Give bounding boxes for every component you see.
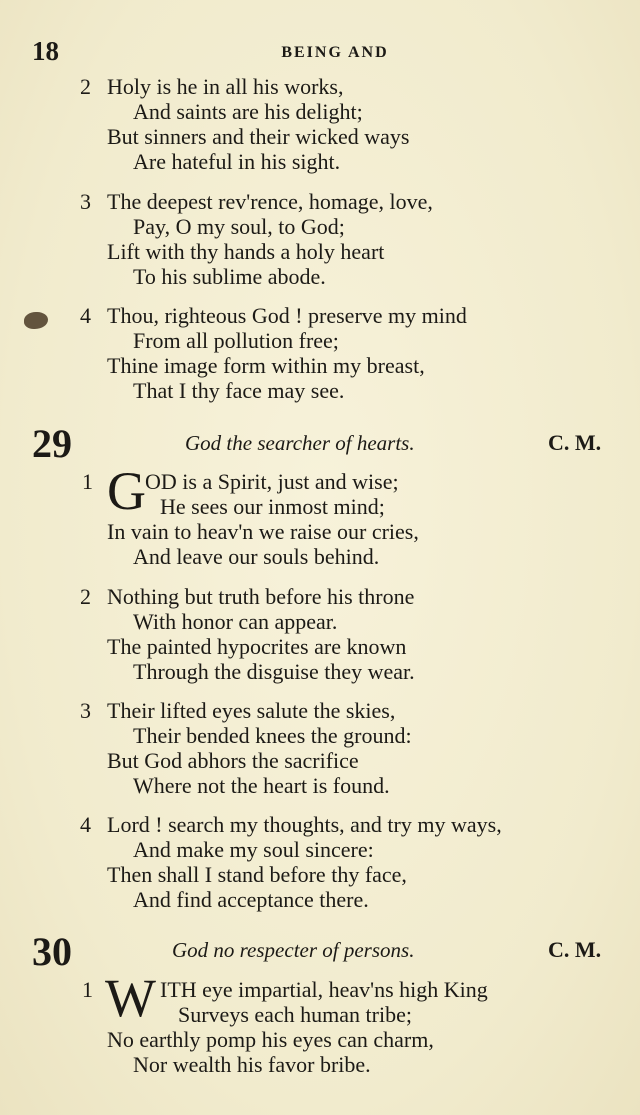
verse-line: The painted hypocrites are known: [107, 634, 407, 659]
verse-line: Holy is he in all his works,: [107, 74, 344, 99]
drop-cap: G: [107, 461, 146, 521]
verse-line: In vain to heav'n we raise our cries,: [107, 519, 419, 544]
verse-line: From all pollution free;: [133, 328, 339, 353]
verse-line: Nor wealth his favor bribe.: [133, 1052, 371, 1077]
verse-line: And find acceptance there.: [133, 887, 369, 912]
verse-line: And saints are his delight;: [133, 99, 363, 124]
verse-number: 1: [82, 977, 93, 1002]
verse-line: No earthly pomp his eyes can charm,: [107, 1027, 434, 1052]
verse-line: ITH eye impartial, heav'ns high King: [160, 977, 488, 1002]
hymn-title: God the searcher of hearts.: [185, 431, 415, 455]
hymn-number: 30: [32, 929, 72, 974]
verse-line: To his sublime abode.: [133, 264, 326, 289]
verse-line: And leave our souls behind.: [133, 544, 380, 569]
verse-number: 2: [80, 584, 91, 609]
verse-line: Where not the heart is found.: [133, 773, 390, 798]
verse-line: Then shall I stand before thy face,: [107, 862, 407, 887]
verse-number: 1: [82, 469, 93, 494]
hymn-meter: C. M.: [548, 937, 602, 962]
verse-line: Thine image form within my breast,: [107, 353, 425, 378]
verse-number: 4: [80, 303, 91, 328]
verse-line: Lord ! search my thoughts, and try my ways,: [107, 812, 502, 837]
verse-line: Pay, O my soul, to God;: [133, 214, 345, 239]
verse-line: Nothing but truth before his throne: [107, 584, 415, 609]
verse-number: 3: [80, 698, 91, 723]
verse-line: Their lifted eyes salute the skies,: [107, 698, 396, 723]
ink-blot: [24, 312, 48, 329]
verse-number: 4: [80, 812, 91, 837]
verse-line: Their bended knees the ground:: [133, 723, 412, 748]
verse-line: Lift with thy hands a holy heart: [107, 239, 385, 264]
verse-line: But God abhors the sacrifice: [107, 748, 359, 773]
hymn-meter: C. M.: [548, 430, 602, 455]
verse-line: Surveys each human tribe;: [178, 1002, 412, 1027]
running-head: BEING AND: [281, 44, 389, 61]
verse-line: But sinners and their wicked ways: [107, 124, 410, 149]
verse-line: That I thy face may see.: [133, 378, 345, 403]
verse-number: 3: [80, 189, 91, 214]
verse-line: He sees our inmost mind;: [160, 494, 385, 519]
page-number: 18: [32, 36, 59, 66]
verse-line: Are hateful in his sight.: [133, 149, 341, 174]
hymn-title: God no respecter of persons.: [172, 938, 415, 962]
drop-cap: W: [105, 968, 156, 1028]
verse-line: The deepest rev'rence, homage, love,: [107, 189, 433, 214]
verse-number: 2: [80, 74, 91, 99]
hymn-number: 29: [32, 421, 72, 466]
verse-line: Through the disguise they wear.: [133, 659, 415, 684]
verse-line: Thou, righteous God ! preserve my mind: [107, 303, 467, 328]
verse-line: With honor can appear.: [133, 609, 338, 634]
verse-line: And make my soul sincere:: [133, 837, 374, 862]
verse-line: OD is a Spirit, just and wise;: [145, 469, 399, 494]
